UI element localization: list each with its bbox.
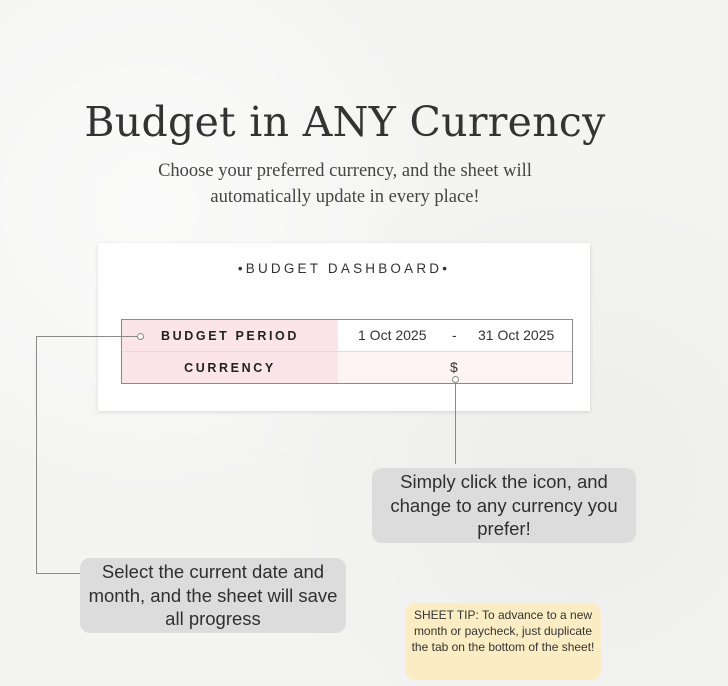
date-separator: - (452, 327, 457, 343)
currency-row (122, 352, 572, 383)
date-connector-line-top (36, 336, 140, 337)
currency-label: CURRENCY (122, 352, 338, 383)
budget-period-row (122, 320, 572, 352)
date-callout: Select the current date and month, and the sheet will save all progress (80, 558, 346, 633)
currency-callout: Simply click the icon, and change to any currency you prefer! (372, 468, 636, 543)
date-connector-dot (137, 333, 144, 340)
currency-connector-dot (452, 376, 459, 383)
page-subtitle: Choose your preferred currency, and the sheet will automatically update in every place! (158, 161, 532, 207)
sheet-tip-note: SHEET TIP: To advance to a new month or paycheck, just duplicate the tab on the bottom of the sheet! (405, 603, 601, 680)
dashboard-title: •BUDGET DASHBOARD• (237, 261, 451, 276)
budget-period-label: BUDGET PERIOD (122, 320, 338, 351)
dashboard-table (121, 319, 573, 384)
budget-dashboard-card (98, 243, 590, 411)
currency-symbol-dropdown[interactable]: $ (450, 359, 458, 375)
date-connector-line-bottom (36, 573, 84, 574)
page-title: Budget in ANY Currency (84, 98, 606, 146)
currency-connector-line (455, 382, 456, 464)
end-date-cell[interactable]: 31 Oct 2025 (478, 327, 555, 343)
start-date-cell[interactable]: 1 Oct 2025 (358, 327, 427, 343)
date-connector-line-vertical (36, 336, 37, 574)
